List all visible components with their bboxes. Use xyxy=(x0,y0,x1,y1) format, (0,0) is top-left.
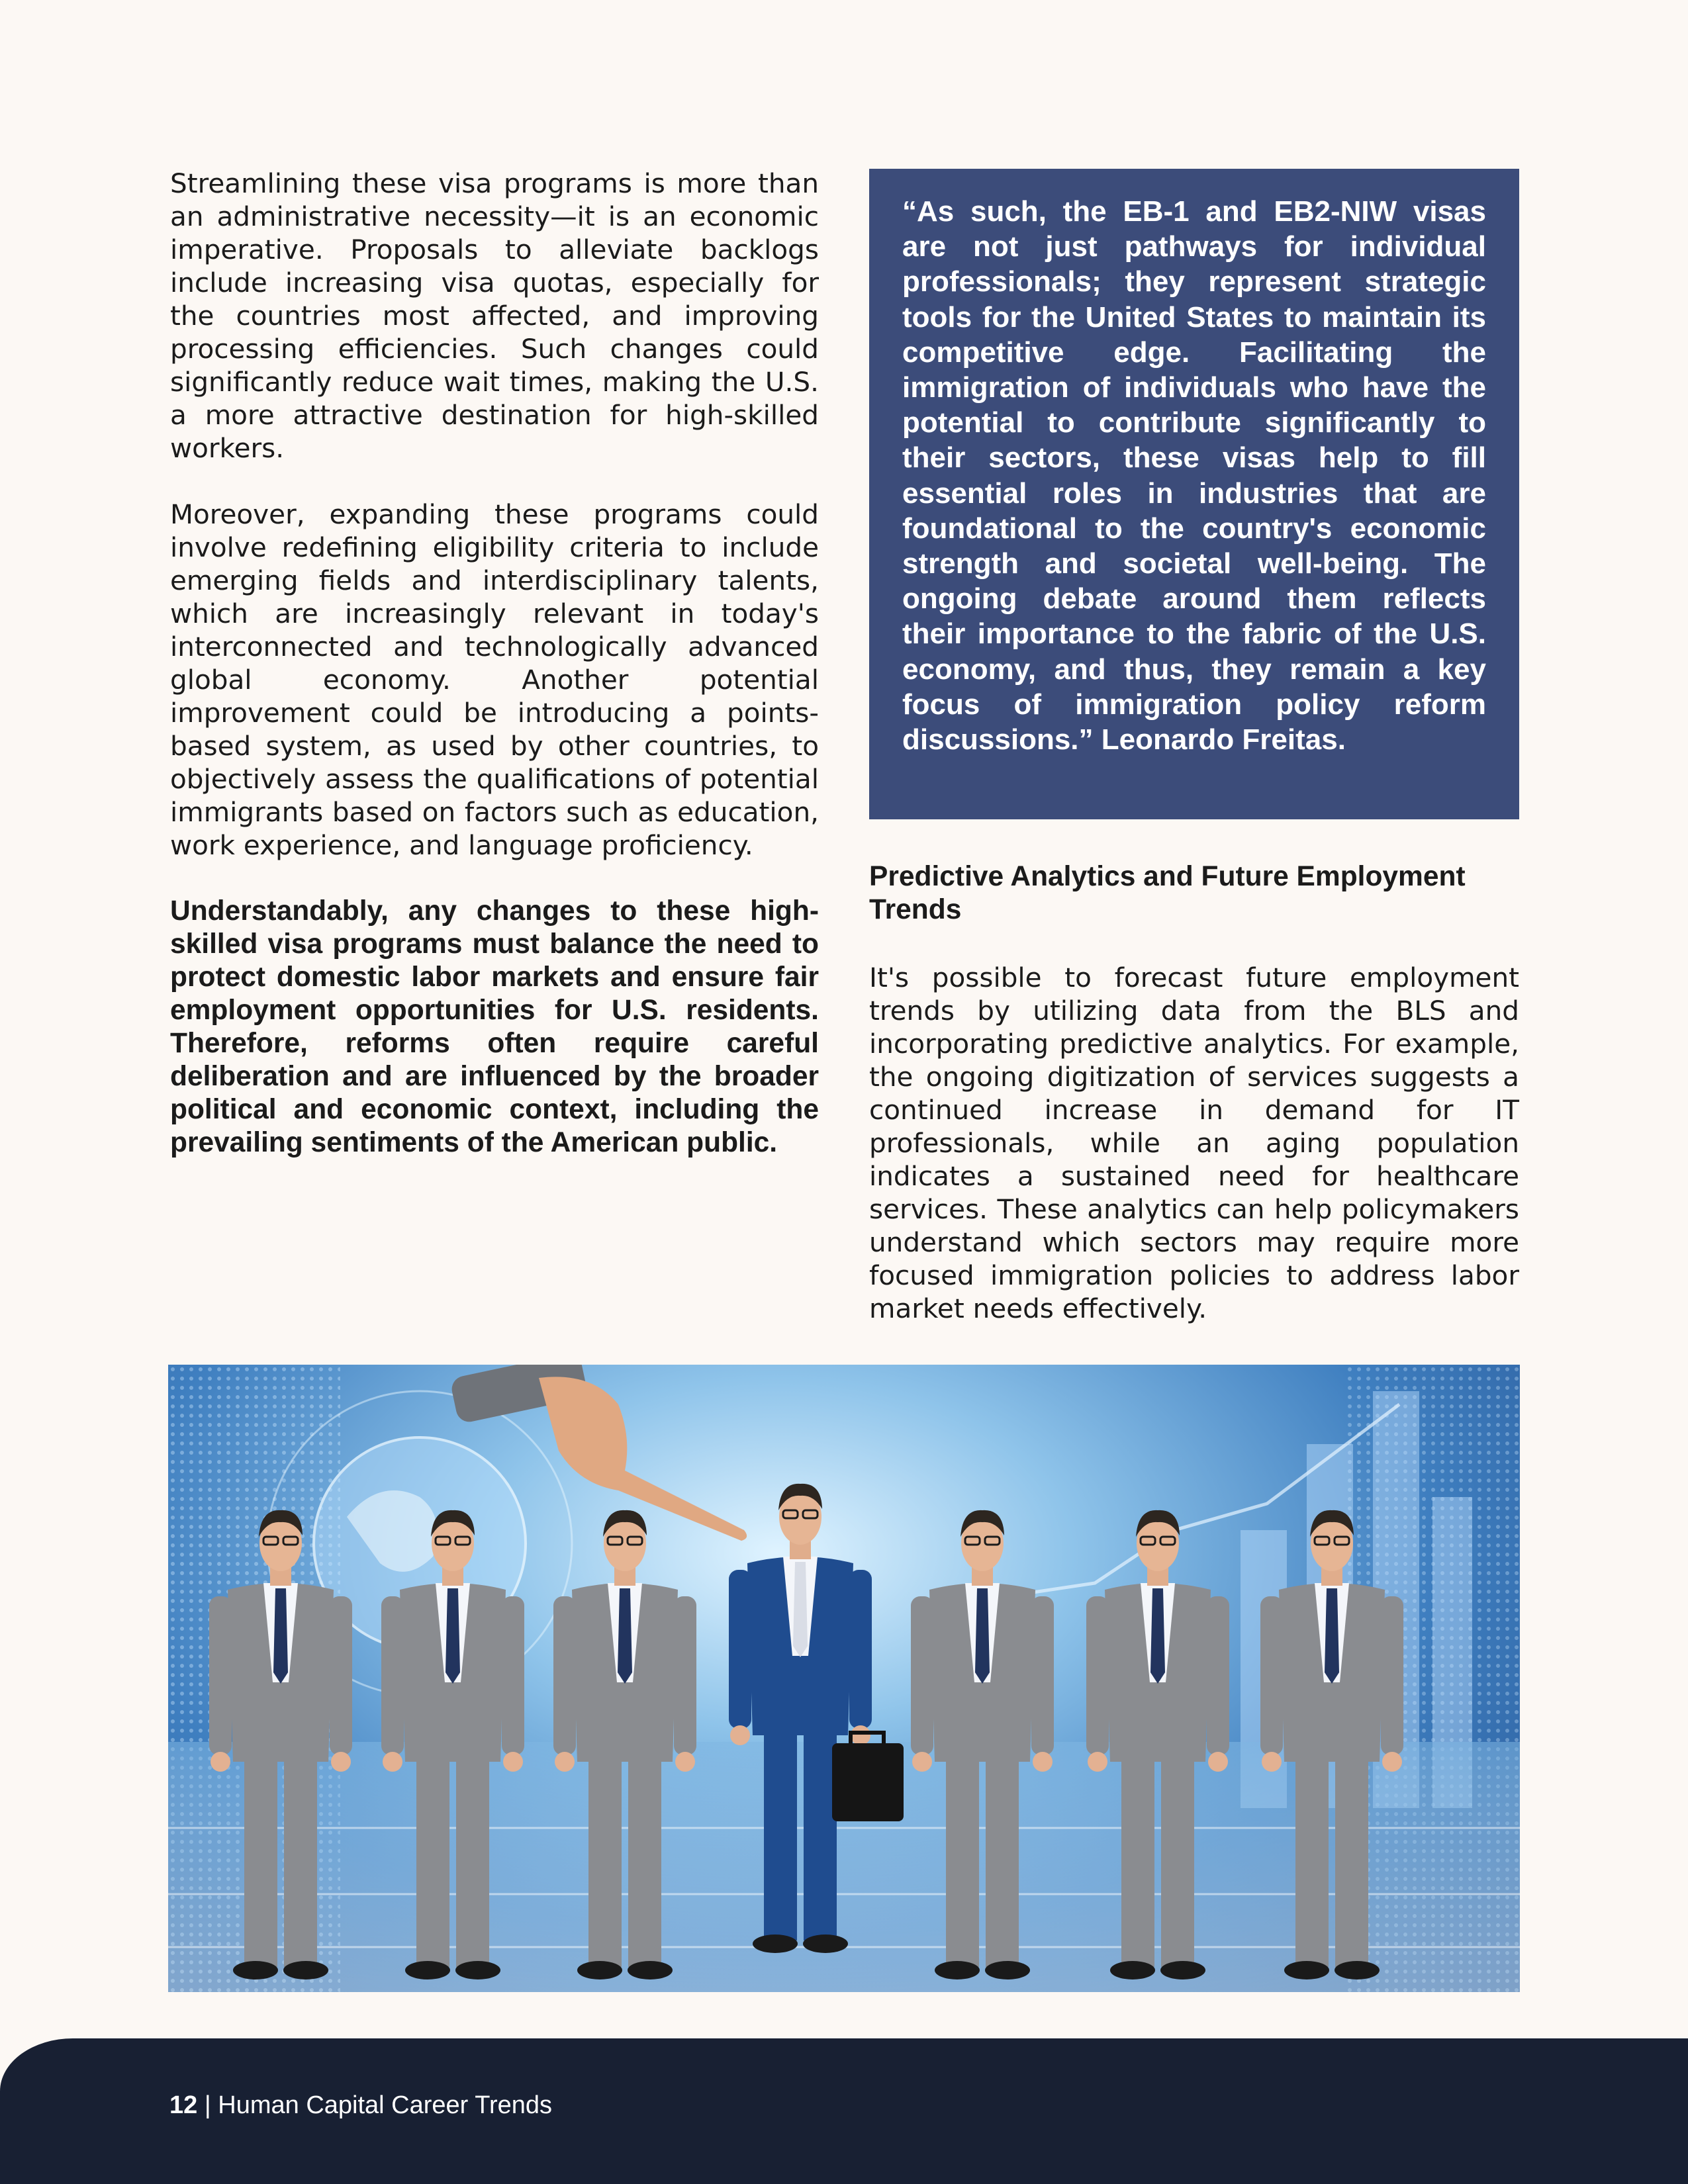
footer-bar xyxy=(0,2038,1688,2184)
section-body: It's possible to forecast future employment trends by utilizing data from the BLS and incorporating predictive analytics. For example, the ongoing digitization of services suggests a continued increase in demand for IT professionals, while an aging population indicates a sustained need for healthcare services. These analytics can help policymakers understand which sectors may require more focused immigration policies to address labor market needs effectively. xyxy=(869,962,1519,1324)
footer-separator: | xyxy=(197,2091,218,2119)
page-number: 12 xyxy=(169,2091,198,2119)
footer-label xyxy=(169,2089,552,2122)
briefcase-icon xyxy=(832,1733,904,1821)
paragraph-expanding-programs: Moreover, expanding these programs could involve redefining eligibility criteria to include emerging fields and interdisciplinary talents, which are increasingly relevant in today's interconnected and technologically advanced global economy. Another potential improvement could be introducing a points-based system, as used by other countries, to objectively assess the qualifications of potential immigrants based on factors such as education, work experience, and language proficiency. xyxy=(170,498,819,861)
paragraph-balance-bold: Understandably, any changes to these high-skilled visa programs must balance the need to protect domestic labor markets and ensure fair employment opportunities for U.S. residents. Therefore, reforms often require careful deliberation and are influenced by the broader political and economic context, including the prevailing sentiments of the American public. xyxy=(170,895,819,1158)
pull-quote-box xyxy=(869,169,1519,819)
pull-quote-text: “As such, the EB-1 and EB2-NIW visas are not just pathways for individual professionals; they represent strategic tools for the United States to maintain its competitive edge. Facilitating the immigration of individuals who have the potential to contribute significantly to their sectors, these visas help to fill essential roles in industries that are foundational to the country's economic strength and societal well-being. The ongoing debate around them reflects their importance to the fabric of the U.S. economy, and thus, they remain a key focus of immigration policy reform discussions.” Leonardo Freitas. xyxy=(902,195,1486,756)
left-column xyxy=(170,167,819,1193)
paragraph-visa-streamlining: Streamlining these visa programs is more than an administrative necessity—it is an economic imperative. Proposals to alleviate backlogs include increasing visa quotas, especially for the countries most affected, and improving processing efficiencies. Such changes could significantly reduce wait times, making the U.S. a more attractive destination for high-skilled workers. xyxy=(170,167,819,464)
publication-name: Human Capital Career Trends xyxy=(218,2091,553,2119)
business-people-photo xyxy=(168,1365,1520,1992)
section-heading: Predictive Analytics and Future Employment Trends xyxy=(869,861,1466,925)
